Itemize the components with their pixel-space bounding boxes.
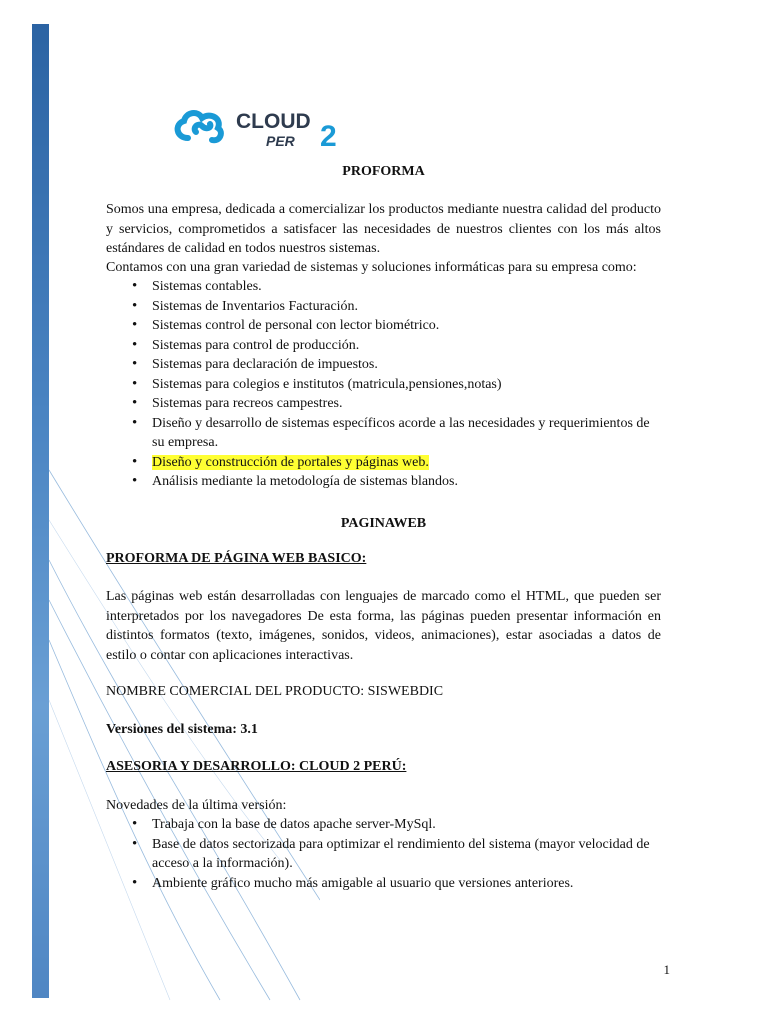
advisory-title: ASESORIA Y DESARROLLO: CLOUD 2 PERÚ: bbox=[106, 759, 407, 774]
list-item: • Diseño y desarrollo de sistemas específicos acorde a las necesidades y requerimientos de su empresa. bbox=[106, 414, 661, 453]
news-title: Novedades de la última versión: bbox=[106, 798, 287, 813]
list-item: • Sistemas control de personal con lector biométrico. bbox=[106, 316, 661, 336]
list-item: • Base de datos sectorizada para optimizar el rendimiento del sistema (mayor velocidad de acceso a la información). bbox=[106, 835, 661, 874]
list-item: • Ambiente gráfico mucho más amigable al usuario que versiones anteriores. bbox=[106, 874, 661, 894]
company-logo bbox=[166, 94, 346, 156]
svg-text:2: 2 bbox=[320, 120, 337, 153]
systems-list bbox=[106, 277, 661, 492]
list-item-highlighted: • Diseño y construcción de portales y páginas web. bbox=[106, 453, 661, 473]
subsection-title: PROFORMA DE PÁGINA WEB BASICO: bbox=[106, 551, 367, 566]
intro-paragraph: Somos una empresa, dedicada a comercializar los productos mediante nuestra calidad del producto y servicios, comprometidos a satisfacer las necesidades de nuestros clientes con los más altos estándares de calidad en todos nuestros sistemas. bbox=[106, 202, 661, 256]
list-item: • Sistemas contables. bbox=[106, 277, 661, 297]
list-item: • Análisis mediante la metodología de sistemas blandos. bbox=[106, 472, 661, 492]
section-title: PAGINAWEB bbox=[340, 516, 427, 531]
product-name: NOMBRE COMERCIAL DEL PRODUCTO: SISWEBDIC bbox=[106, 684, 444, 699]
list-item: • Sistemas para control de producción. bbox=[106, 336, 661, 356]
list-item: • Sistemas para colegios e institutos (matricula,pensiones,notas) bbox=[106, 375, 661, 395]
cloud-logo-icon bbox=[166, 94, 346, 156]
svg-text:CLOUD: CLOUD bbox=[236, 110, 311, 133]
list-item: • Sistemas para recreos campestres. bbox=[106, 394, 661, 414]
news-list bbox=[106, 815, 661, 893]
web-paragraph: Las páginas web están desarrolladas con lenguajes de marcado como el HTML, que pueden ser interpretados por los navegadores De esta forma, las páginas pueden presentar información en distintos formatos (texto, imágenes, sonidos, videos, animaciones), estar asociadas a datos de estilo o contar con aplicaciones interactivas. bbox=[106, 589, 661, 663]
left-decorative-bar bbox=[32, 24, 49, 998]
svg-text:PER: PER bbox=[266, 133, 295, 149]
page-title: PROFORMA bbox=[342, 164, 425, 179]
page-number: 1 bbox=[663, 962, 670, 977]
system-version: Versiones del sistema: 3.1 bbox=[106, 722, 258, 737]
list-item: • Trabaja con la base de datos apache server-MySql. bbox=[106, 815, 661, 835]
intro-lead: Contamos con una gran variedad de sistemas y soluciones informáticas para su empresa como: bbox=[106, 260, 637, 275]
list-item: • Sistemas de Inventarios Facturación. bbox=[106, 297, 661, 317]
list-item: • Sistemas para declaración de impuestos. bbox=[106, 355, 661, 375]
